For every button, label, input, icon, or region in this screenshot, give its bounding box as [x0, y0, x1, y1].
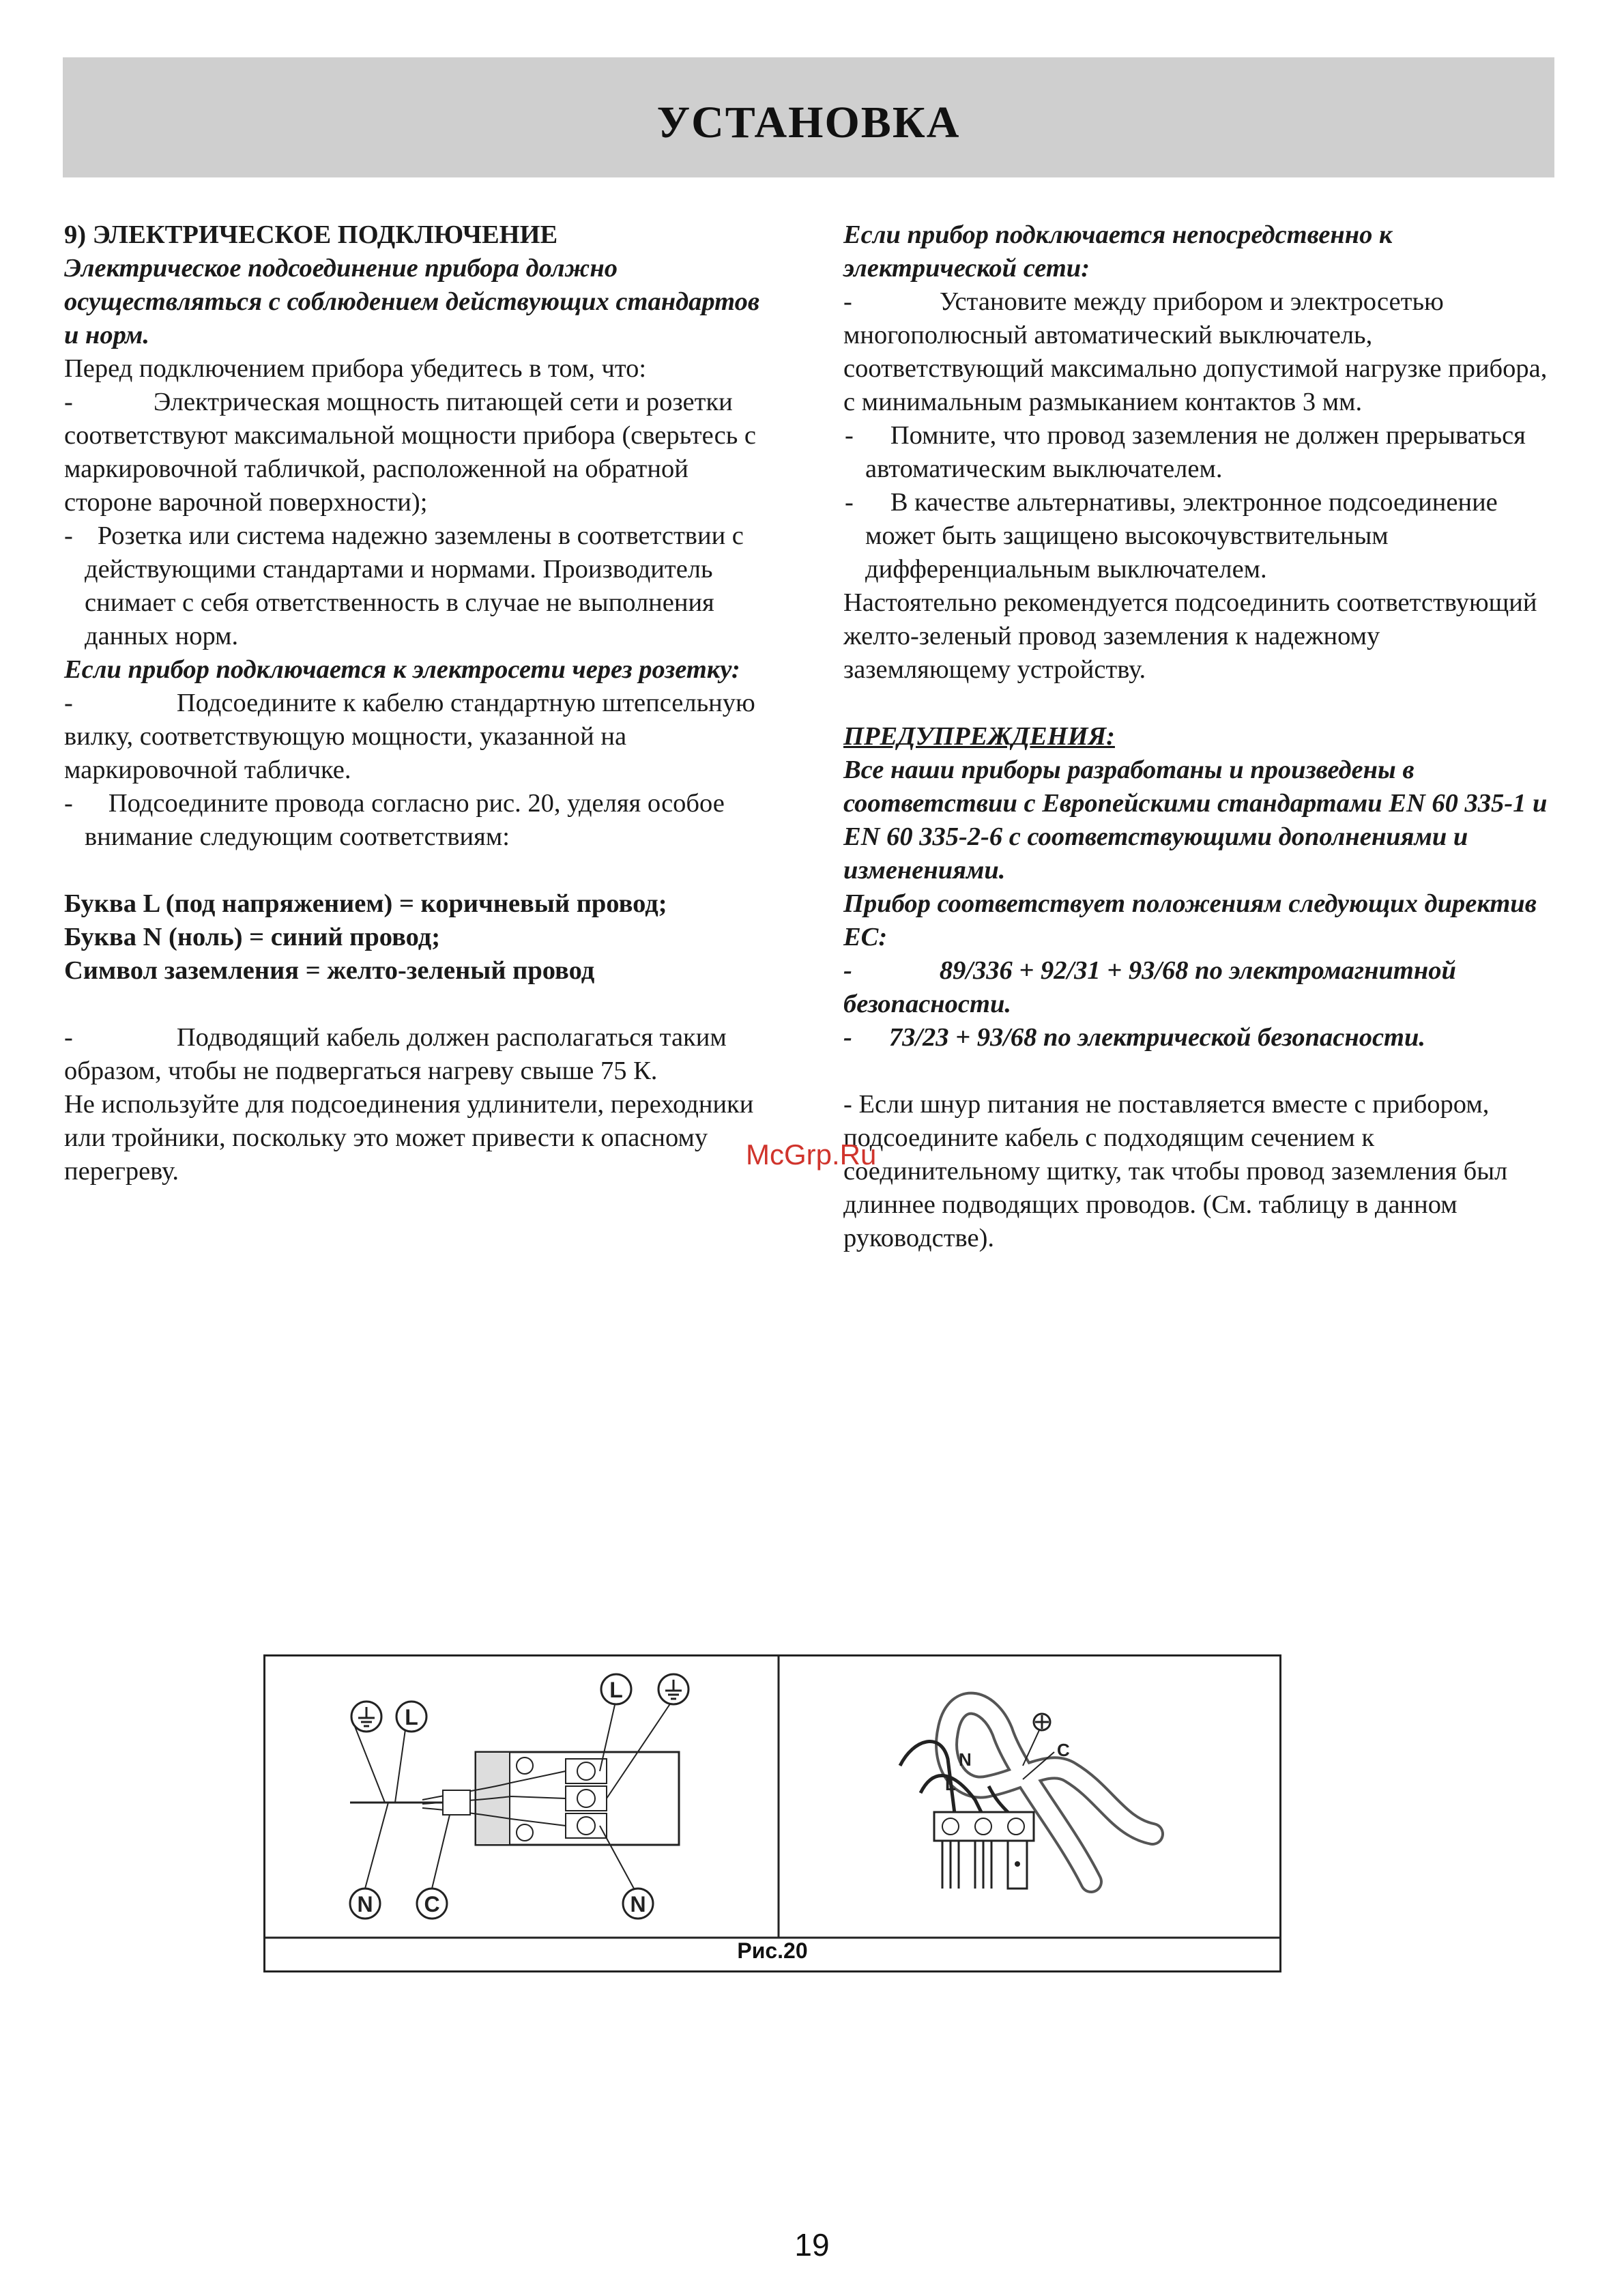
dash: -: [64, 789, 73, 818]
directive-item-1-text: 89/336 + 92/31 + 93/68 по электромагнитной безопасности.: [843, 956, 1456, 1018]
directive-item-1: [843, 954, 1553, 1021]
warnings-heading: ПРЕДУПРЕЖДЕНИЯ:: [843, 722, 1115, 751]
cord-note: - Если шнур питания не поставляется вместе с прибором, подсоедините кабель с подходящим сечением к соединительному щитку, так чтобы провод заземления был длиннее подводящих проводов. (См. таблицу в данном руководстве).: [843, 1090, 1508, 1252]
label-n-left: [350, 1889, 380, 1919]
wire-map-n: Буква N (ноль) = синий провод;: [64, 923, 441, 951]
left-column: [64, 218, 774, 1188]
page-number: 19: [794, 2227, 830, 2263]
label-l-text: L: [945, 1774, 956, 1794]
directive-item-2: [843, 1021, 1553, 1054]
dash: -: [843, 956, 852, 985]
label-c-left: [417, 1889, 447, 1919]
dash: -: [845, 421, 854, 450]
socket-item-2-text: Подсоедините провода согласно рис. 20, уделяя особое внимание следующим соответствиям:: [85, 789, 725, 851]
dash: -: [843, 287, 852, 316]
check-item-2-text: Розетка или система надежно заземлены в соответствии с действующими стандартами и нормами. Производитель снимает с себя ответственность в случае не выполнения данных норм.: [85, 521, 744, 650]
check-intro: Перед подключением прибора убедитесь в том, что:: [64, 354, 647, 383]
direct-heading: Если прибор подключается непосредственно к электрической сети:: [843, 220, 1393, 283]
label-l-text: L: [405, 1705, 418, 1730]
label-c-text: C: [1057, 1740, 1070, 1760]
wire-map-l: Буква L (под напряжением) = коричневый провод;: [64, 889, 667, 918]
directive-item-2-text: 73/23 + 93/68 по электрической безопасности.: [888, 1023, 1426, 1052]
dash: -: [843, 1023, 852, 1052]
label-n-right: [623, 1889, 653, 1919]
warnings-text: Все наши приборы разработаны и произведены в соответствии с Европейскими стандартами EN 60 335-1 и EN 60 335-2-6 с соответствующими дополнениями и изменениями.: [843, 756, 1548, 885]
label-l-top: [601, 1674, 631, 1704]
label-l-left: [396, 1702, 426, 1732]
dash: -: [64, 388, 73, 416]
cable-item: [64, 1021, 774, 1088]
socket-item-1: [64, 687, 774, 787]
directives-intro: Прибор соответствует положениям следующих директив ЕС:: [843, 889, 1537, 951]
wiring-diagram: [265, 1656, 1279, 1970]
check-item-1-text: Электрическая мощность питающей сети и розетки соответствуют максимальной мощности прибора (сверьтесь с маркировочной табличкой, расположенной на обратной стороне варочной поверхности);: [64, 388, 756, 517]
label-n-text: N: [630, 1892, 646, 1917]
check-item-2: [64, 519, 774, 653]
ground-note: Настоятельно рекомендуется подсоединить соответствующий желто-зеленый провод заземления к надежному заземляющему устройству.: [843, 588, 1537, 684]
earth-icon: [658, 1674, 688, 1704]
label-l-text: L: [609, 1678, 623, 1702]
socket-item-1-text: Подсоедините к кабелю стандартную штепсельную вилку, соответствующую мощности, указанной на маркировочной табличке.: [64, 689, 755, 784]
cable-note: Не используйте для подсоединения удлинители, переходники или тройники, поскольку это может привести к опасному перегреву.: [64, 1090, 754, 1186]
direct-item-2-text: Помните, что провод заземления не должен прерываться автоматическим выключателем.: [865, 421, 1526, 483]
intro-bold: Электрическое подсоединение прибора должно осуществляться с соблюдением действующих стандартов и норм.: [64, 254, 760, 349]
socket-heading: Если прибор подключается к электросети через розетку:: [64, 655, 740, 684]
direct-item-1: [843, 285, 1553, 419]
figure-caption: Рис.20: [737, 1938, 808, 1963]
page-title: УСТАНОВКА: [656, 98, 961, 147]
direct-item-1-text: Установите между прибором и электросетью многополюсный автоматический выключатель, соответствующий максимально допустимой нагрузке прибора, с минимальным размыканием контактов 3 мм.: [843, 287, 1548, 416]
cable-connection-right: [900, 1704, 1152, 1889]
header-bar: [63, 57, 1554, 177]
direct-item-3-text: В качестве альтернативы, электронное подсоединение может быть защищено высокочувствительным дифференциальным выключателем.: [865, 488, 1498, 584]
check-item-1: [64, 386, 774, 519]
cable-item-text: Подводящий кабель должен располагаться таким образом, чтобы не подвергаться нагреву свыше 75 К.: [64, 1023, 727, 1085]
wire-map-ground: Символ заземления = желто-зеленый провод: [64, 956, 595, 985]
terminal-block-left: [350, 1699, 679, 1889]
direct-item-3: [843, 486, 1553, 586]
dash: -: [845, 488, 854, 517]
earth-icon: [351, 1702, 381, 1732]
label-n-text: N: [357, 1892, 373, 1917]
label-c-text: C: [424, 1892, 440, 1917]
dash: -: [64, 1023, 73, 1052]
dash: -: [64, 521, 73, 550]
dash: -: [64, 689, 73, 717]
right-column: [843, 218, 1553, 1255]
watermark: McGrp.Ru: [746, 1138, 877, 1171]
direct-item-2: [843, 419, 1553, 486]
section-title: 9) ЭЛЕКТРИЧЕСКОЕ ПОДКЛЮЧЕНИЕ: [64, 220, 558, 249]
figure-20: [263, 1654, 1281, 1972]
label-n-text: N: [959, 1749, 972, 1770]
socket-item-2: [64, 787, 774, 854]
